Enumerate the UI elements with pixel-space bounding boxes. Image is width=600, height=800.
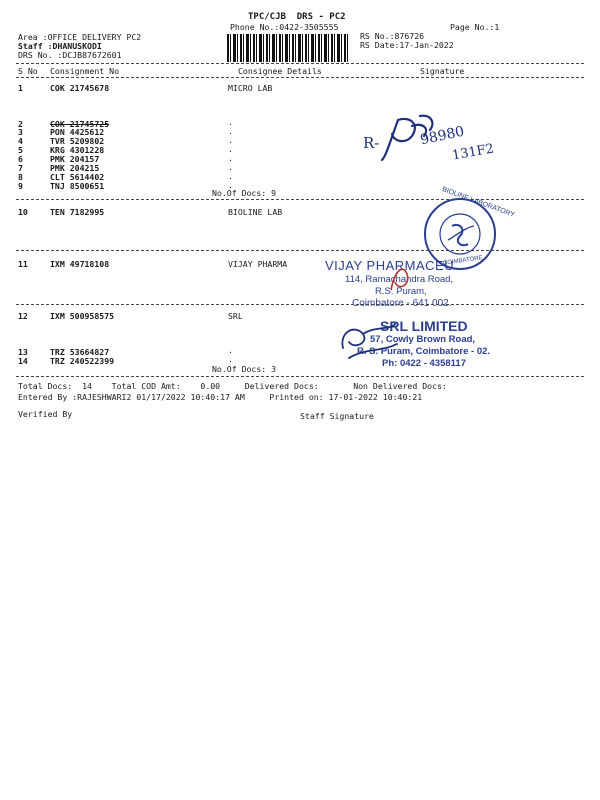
row-consignment-no: KRG 4301228 xyxy=(50,145,105,155)
row-consignment-no: COK 21745678 xyxy=(50,83,110,93)
col-sno-header: S No xyxy=(18,66,38,76)
row-sno: 1 xyxy=(18,83,23,93)
group-doc-count: No.Of Docs: 3 xyxy=(212,364,277,374)
row-sno: 2 xyxy=(18,119,23,129)
row-sno: 14 xyxy=(18,356,28,366)
drs-number: DRS No. :DCJB87672601 xyxy=(18,50,122,60)
divider xyxy=(16,376,584,377)
row-consignment-no: CLT 5614402 xyxy=(50,172,105,182)
row-consignment-no: COK 21745725 xyxy=(50,119,110,129)
row-sno: 5 xyxy=(18,145,23,155)
row-consignment-no: PMK 204157 xyxy=(50,154,100,164)
row-consignee: SRL xyxy=(228,311,243,321)
divider xyxy=(16,250,584,251)
staff-signature-label: Staff Signature xyxy=(300,411,374,421)
col-consignment-header: Consignment No xyxy=(50,66,120,76)
row-dot: . xyxy=(228,354,233,364)
divider xyxy=(16,63,584,64)
row-dot: . xyxy=(228,117,233,127)
row-consignment-no: TRZ 53664827 xyxy=(50,347,110,357)
row-sno: 3 xyxy=(18,127,23,137)
rs-date: RS Date:17-Jan-2022 xyxy=(360,40,454,50)
handwritten-number: 98980 xyxy=(418,123,466,149)
row-consignment-no: IXM 500958575 xyxy=(50,311,115,321)
row-dot: . xyxy=(228,126,233,136)
row-consignment-no: PON 4425612 xyxy=(50,127,105,137)
col-consignee-header: Consignee Details xyxy=(238,66,322,76)
row-dot: . xyxy=(228,135,233,145)
stamp-text: VIJAY PHARMACEU xyxy=(325,258,455,273)
stamp-text: R. S. Puram, Coimbatore - 02. xyxy=(357,346,491,357)
stamp-text: 57, Cowly Brown Road, xyxy=(370,334,476,345)
handwritten-number: 131F2 xyxy=(451,141,496,164)
stamp-text: COIMBATORE xyxy=(442,255,484,267)
row-dot: . xyxy=(228,180,233,190)
row-dot: . xyxy=(228,345,233,355)
stamp-text: R.S. Puram, xyxy=(375,286,427,297)
row-consignee: MICRO LAB xyxy=(228,83,273,93)
row-consignment-no: IXM 49718108 xyxy=(50,259,110,269)
entered-by-line: Entered By :RAJESHWARI2 01/17/2022 10:40:17 AM Printed on: 17-01-2022 10:40:21 xyxy=(18,392,423,402)
row-dot: . xyxy=(228,144,233,154)
stamp-text: SRL LIMITED xyxy=(380,318,468,334)
row-consignment-no: TVR 5209802 xyxy=(50,136,105,146)
totals-line: Total Docs: 14 Total COD Amt: 0.00 Delivered Docs: Non Delivered Docs: xyxy=(18,381,447,391)
row-sno: 6 xyxy=(18,154,23,164)
phone-number: Phone No.:0422-3505555 xyxy=(230,22,339,32)
divider xyxy=(16,304,584,305)
row-sno: 4 xyxy=(18,136,23,146)
signature-initial: R- xyxy=(363,134,380,152)
row-sno: 12 xyxy=(18,311,28,321)
row-sno: 8 xyxy=(18,172,23,182)
verified-by-label: Verified By xyxy=(18,409,73,419)
stamp-text: BIOLINE LABORATORY xyxy=(441,186,516,219)
row-sno: 13 xyxy=(18,347,28,357)
staff-field: Staff :DHANUSKODI xyxy=(18,41,102,51)
divider xyxy=(16,77,584,78)
barcode xyxy=(227,34,349,62)
row-consignment-no: TRZ 240522399 xyxy=(50,356,115,366)
col-signature-header: Signature xyxy=(420,66,465,76)
area-field: Area :OFFICE DELIVERY PC2 xyxy=(18,32,142,42)
row-sno: 9 xyxy=(18,181,23,191)
row-consignment-no: PMK 204215 xyxy=(50,163,100,173)
row-sno: 7 xyxy=(18,163,23,173)
row-dot: . xyxy=(228,162,233,172)
divider xyxy=(16,199,584,200)
stamp-text: 114, Ramachandra Road, xyxy=(345,274,454,285)
row-sno: 11 xyxy=(18,259,28,269)
row-consignee: VIJAY PHARMA xyxy=(228,259,288,269)
pen-mark xyxy=(385,260,415,296)
page-number: Page No.:1 xyxy=(450,22,500,32)
stamp-text: Coimbatore - 641 002. xyxy=(352,298,452,309)
row-consignment-no: TNJ 8500651 xyxy=(50,181,105,191)
report-title: TPC/CJB DRS - PC2 xyxy=(248,12,346,22)
stamp-text: Ph: 0422 - 4358117 xyxy=(382,358,466,369)
rs-number: RS No.:876726 xyxy=(360,31,425,41)
group-doc-count: No.Of Docs: 9 xyxy=(212,188,277,198)
row-dot: . xyxy=(228,153,233,163)
row-consignment-no: TEN 7182995 xyxy=(50,207,105,217)
row-dot: . xyxy=(228,171,233,181)
row-consignee: BIOLINE LAB xyxy=(228,207,283,217)
row-sno: 10 xyxy=(18,207,28,217)
pen-mark xyxy=(335,318,405,366)
